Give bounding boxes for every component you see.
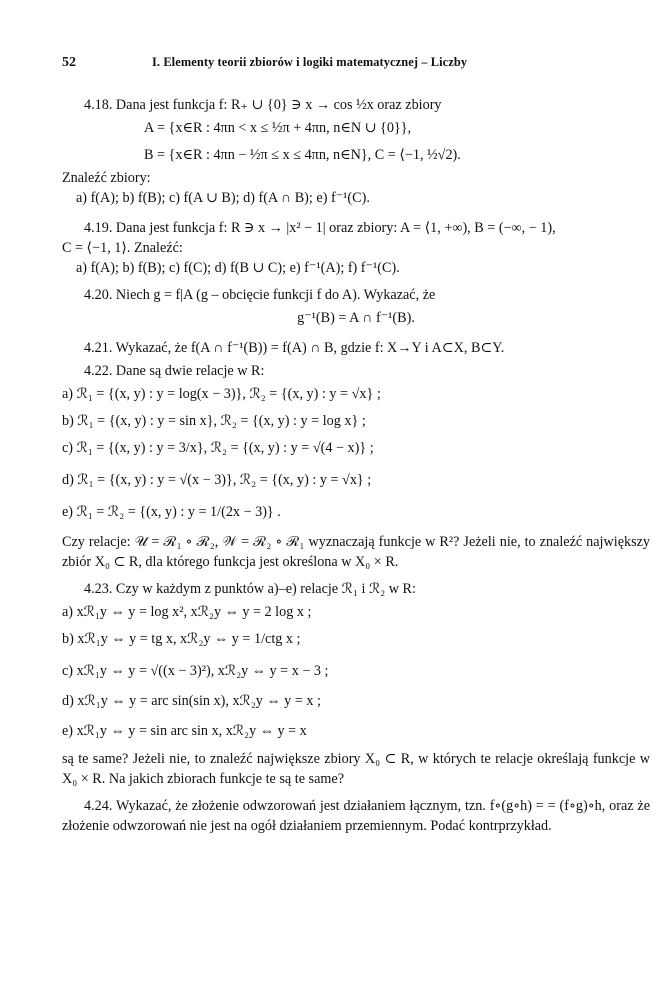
problem-4-23-intro: 4.23. Czy w każdym z punktów a)–e) relacje ℛ₁ i ℛ₂ w R: <box>84 581 416 597</box>
problem-4-21: 4.21. Wykazać, że f(A ∩ f⁻¹(B)) = f(A) ∩ B, gdzie f: X→Y i A⊂X, B⊂Y. <box>84 340 505 356</box>
problem-4-19-line-1: 4.19. Dana jest funkcja f: R ∋ x → |x² − 1| oraz zbiory: A = ⟨1, +∞), B = (−∞, − 1), <box>84 220 556 236</box>
problem-4-22-d: d) ℛ₁ = {(x, y) : y = √(x − 3)}, ℛ₂ = {(x, y) : y = √x} ; <box>62 472 372 488</box>
problem-4-23-a: a) xℛ₁y ⇔ y = log x², xℛ₂y ⇔ y = 2 log x ; <box>62 604 312 620</box>
problem-4-20-formula: g⁻¹(B) = A ∩ f⁻¹(B). <box>297 310 415 326</box>
problem-4-24: 4.24. Wykazać, że złożenie odwzorowań jest działaniem łącznym, tzn. f∘(g∘h) = = (f∘g)∘h, oraz że złożenie odwzorowań nie jest na ogół działaniem przemiennym. Podać kontrprzykład. <box>62 798 650 834</box>
problem-4-18-intro: 4.18. Dana jest funkcja f: R₊ ∪ {0} ∋ x → cos ½x oraz zbiory <box>84 97 442 113</box>
problem-4-23-d: d) xℛ₁y ⇔ y = arc sin(sin x), xℛ₂y ⇔ y = x ; <box>62 693 321 709</box>
problem-4-22-question: Czy relacje: 𝒰 = ℛ₁ ∘ ℛ₂, 𝒲 = ℛ₂ ∘ ℛ₁ wyznaczają funkcje w R²? Jeżeli nie, to znaleźć największy zbiór X₀ ⊂ R, dla którego funkcja jest określona w X₀ × R. <box>62 534 650 570</box>
problem-4-20-line-1: 4.20. Niech g = f|A (g – obcięcie funkcji f do A). Wykazać, że <box>84 287 436 303</box>
problem-4-18-set-a: A = {x∈R : 4πn < x ≤ ½π + 4πn, n∈N ∪ {0}}, <box>144 120 412 136</box>
problem-4-18-set-b-c: B = {x∈R : 4πn − ½π ≤ x ≤ 4πn, n∈N}, C = ⟨−1, ½√2). <box>144 147 461 163</box>
problem-4-23-e: e) xℛ₁y ⇔ y = sin arc sin x, xℛ₂y ⇔ y = x <box>62 723 307 739</box>
running-head <box>62 52 650 73</box>
problem-4-22-e: e) ℛ₁ = ℛ₂ = {(x, y) : y = 1/(2x − 3)} . <box>62 504 281 520</box>
problem-4-22-c: c) ℛ₁ = {(x, y) : y = 3/x}, ℛ₂ = {(x, y) : y = √(4 − x)} ; <box>62 440 374 456</box>
problem-4-22-b: b) ℛ₁ = {(x, y) : y = sin x}, ℛ₂ = {(x, y) : y = log x} ; <box>62 413 366 429</box>
page-number: 52 <box>62 55 76 70</box>
problem-4-19-line-2: C = ⟨−1, 1⟩. Znaleźć: <box>62 240 183 256</box>
problem-4-22-intro: 4.22. Dane są dwie relacje w R: <box>84 363 265 379</box>
problem-4-23-c: c) xℛ₁y ⇔ y = √((x − 3)²), xℛ₂y ⇔ y = x − 3 ; <box>62 663 329 679</box>
textbook-page <box>62 52 650 836</box>
problem-4-19-items: a) f(A); b) f(B); c) f(C); d) f(B ∪ C); e) f⁻¹(A); f) f⁻¹(C). <box>76 260 400 276</box>
problem-4-23-question: są te same? Jeżeli nie, to znaleźć największe zbiory X₀ ⊂ R, w których te relacje określają funkcje w X₀ × R. Na jakich zbiorach funkcje te są te same? <box>62 751 650 787</box>
running-title: I. Elementy teorii zbiorów i logiki matematycznej – Liczby <box>152 55 468 69</box>
problem-4-23-b: b) xℛ₁y ⇔ y = tg x, xℛ₂y ⇔ y = 1/ctg x ; <box>62 631 301 647</box>
problem-4-22-a: a) ℛ₁ = {(x, y) : y = log(x − 3)}, ℛ₂ = {(x, y) : y = √x} ; <box>62 386 381 402</box>
problem-4-18-find: Znaleźć zbiory: <box>62 170 151 186</box>
problem-4-18-items: a) f(A); b) f(B); c) f(A ∪ B); d) f(A ∩ B); e) f⁻¹(C). <box>76 190 370 206</box>
